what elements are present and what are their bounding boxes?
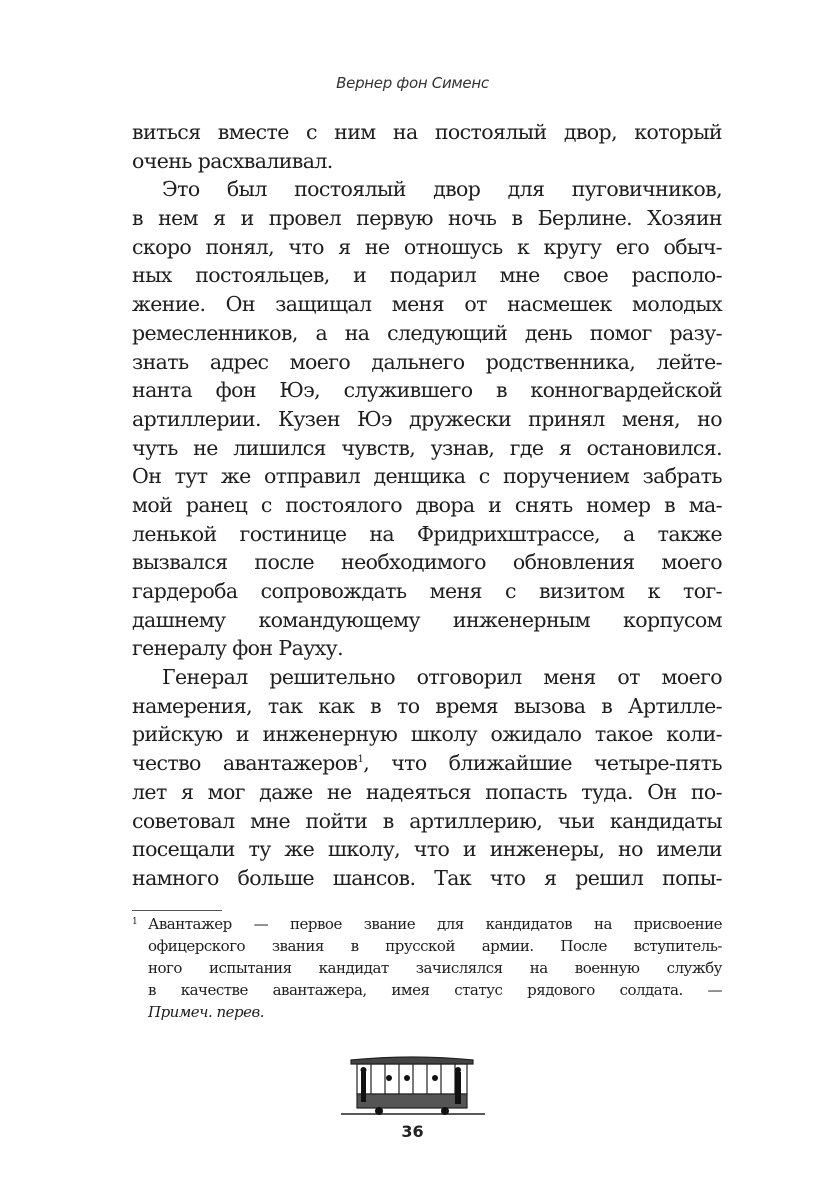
- footnote: [132, 913, 722, 1023]
- footnote-mark: 1: [132, 917, 138, 927]
- text-segment: , что ближайшие четыре-пять: [363, 751, 722, 776]
- text-line: ленькой гостинице на Фридрихштрассе, а также: [132, 521, 722, 546]
- text-line: посещали ту же школу, что и инженеры, но имели: [132, 837, 722, 862]
- text-line: гардероба сопровождать меня с визитом к тог-: [132, 579, 722, 603]
- text-line: советовал мне пойти в артиллерию, чьи кандидаты: [132, 808, 722, 833]
- text-line: мой ранец с постоялого двора и снять номер в ма-: [132, 492, 722, 517]
- text-line: скоро понял, что я не отношусь к кругу его обыч-: [132, 234, 722, 259]
- tram-illustration: [337, 1052, 487, 1120]
- text-line: дашнему командующему инженерным корпусом: [132, 607, 722, 632]
- text-line: Это был постоялый двор для пуговичников,: [162, 177, 722, 202]
- text-line: очень расхваливал.: [132, 148, 333, 173]
- text-line: виться вместе с ним на постоялый двор, который: [132, 120, 722, 144]
- text-line: чуть не лишился чувств, узнав, где я остановился.: [132, 435, 722, 460]
- footnote-line: в качестве авантажера, имея статус рядового солдата. —: [148, 981, 722, 999]
- text-line: генералу фон Рауху.: [132, 636, 343, 661]
- footnote-line: ного испытания кандидат зачислялся на военную службу: [148, 959, 722, 977]
- page-number: 36: [401, 1122, 424, 1141]
- running-header: Вернер фон Сименс: [336, 74, 489, 92]
- text-line: [132, 749, 722, 778]
- text-line: жение. Он защищал меня от насмешек молодых: [132, 292, 722, 317]
- footnote-line: Авантажер — первое звание для кандидатов на присвоение: [148, 915, 722, 933]
- text-line: намного больше шансов. Так что я решил попы-: [132, 865, 722, 890]
- footnote-line: офицерского звания в прусской армии. После вступитель-: [148, 937, 722, 955]
- footnote-line: Примеч. перев.: [148, 1003, 265, 1021]
- text-line: лет я мог даже не надеяться попасть туда. Он по-: [132, 779, 722, 804]
- body-text: [132, 118, 722, 893]
- footnote-divider: [132, 910, 222, 911]
- text-line: в нем я и провел первую ночь в Берлине. Хозяин: [132, 206, 722, 231]
- text-line: артиллерии. Кузен Юэ дружески принял меня, но: [132, 406, 722, 431]
- text-line: нанта фон Юэ, служившего в конногвардейской: [132, 378, 722, 403]
- text-line: Он тут же отправил денщика с поручением забрать: [132, 464, 722, 489]
- footnote-reference[interactable]: 1: [357, 754, 364, 766]
- text-line: ных постояльцев, и подарил мне свое располо-: [132, 263, 722, 288]
- text-line: ремесленников, а на следующий день помог разу-: [132, 320, 722, 345]
- text-line: рийскую и инженерную школу ожидало такое коли-: [132, 722, 722, 747]
- text-line: Генерал решительно отговорил меня от моего: [162, 665, 722, 690]
- text-line: намерения, так как в то время вызова в Артилле-: [132, 693, 722, 718]
- text-segment: чество авантажеров: [132, 751, 358, 776]
- text-line: знать адрес моего дальнего родственника, лейте-: [132, 349, 722, 374]
- text-line: вызвался после необходимого обновления моего: [132, 550, 722, 575]
